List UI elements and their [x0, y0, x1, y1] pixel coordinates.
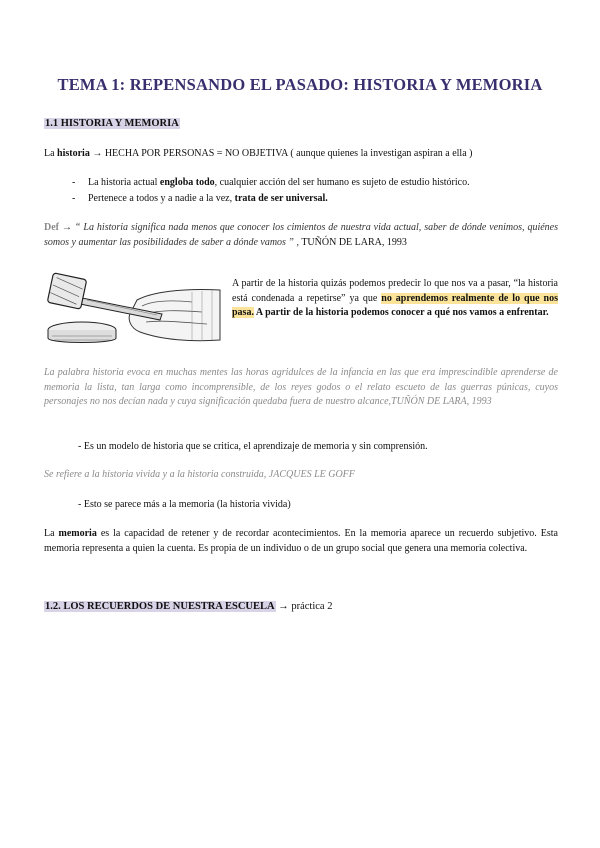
- document-title: TEMA 1: REPENSANDO EL PASADO: HISTORIA Y MEMORIA: [57, 75, 543, 94]
- line1-pre: La: [44, 148, 58, 159]
- memoria-bold: memoria: [58, 528, 97, 539]
- bullet-dash: -: [72, 177, 76, 188]
- historia-definition-line: [44, 147, 472, 161]
- bullet-pre: La historia actual: [88, 177, 160, 188]
- bullet-dash: -: [72, 193, 76, 204]
- def-label: Def: [44, 222, 59, 233]
- def-quote-text: → “ La historia significa nada menos que conocer los cimientos de nuestra vida actual, saber de dónde venimos, quiénes somos y aumentar las posibilidades de saber a dónde vamos ” ,: [44, 222, 558, 248]
- def-author: TUÑÓN DE LARA, 1993: [299, 236, 407, 248]
- line1-post: → HECHA POR PERSONAS = NO OBJETIVA ( aunque quienes la investigan aspiran a ella ): [89, 148, 473, 159]
- bullet-bold: engloba todo: [159, 177, 215, 188]
- historia-predecir-paragraph: [232, 277, 558, 321]
- bullet-pre: Pertenece a todos y a nadie a la vez,: [88, 193, 235, 204]
- memoria-pre: La: [44, 528, 59, 539]
- section-heading-1: [44, 118, 180, 129]
- tunon-quote: La palabra historia evoca en muchas mentes las horas agridulces de la infancia en las que era imprescindible aprenderse de memoria la lista, tan larga como incomprensible, de los reyes godos o el relato escueto de las guerras púnicas, cuyos personajes no nos decían nada y cuya significación quedaba fuera de nuestro alcance,TUÑÓN DE LARA, 1993: [44, 367, 558, 407]
- bullet-post: , cualquier acción del ser humano es sujeto de estudio histórico.: [214, 177, 470, 188]
- note-memoria: - Esto se parece más a la memoria (la historia vivida): [78, 499, 291, 510]
- section-heading-2-text: 1.2. LOS RECUERDOS DE NUESTRA ESCUELA: [45, 601, 275, 612]
- section-heading-1-text: 1.1 HISTORIA Y MEMORIA: [45, 118, 179, 129]
- section-heading-2: [44, 601, 332, 612]
- line1-bold: historia: [57, 148, 90, 159]
- gavel-icon: [42, 270, 222, 348]
- memoria-paragraph: [44, 527, 558, 556]
- bullet-bold: trata de ser universal.: [234, 193, 328, 204]
- section-heading-2-suffix: → práctica 2: [275, 601, 333, 612]
- right-para-highlight: no aprendemos realmente de lo que nos pasa.: [232, 292, 559, 318]
- memoria-post: es la capacidad de retener y de recordar acontecimientos. En la memoria aparece un recuerdo subjetivo. Esta memoria representa a quien la cuenta. Es propia de un individuo o de un grupo social que genera una memoria colectiva.: [44, 528, 558, 554]
- bullet-text: [88, 192, 328, 206]
- definition-quote: [44, 221, 558, 250]
- right-para-pre: A partir de la historia quizás podemos predecir lo que nos va a pasar, “la historia está condenada a repetirse” ya que: [232, 278, 558, 304]
- bullet-text: [88, 176, 470, 190]
- le-goff-quote: Se refiere a la historia vivida y a la historia construida, JACQUES LE GOFF: [44, 469, 355, 480]
- note-modelo-criticado: - Es un modelo de historia que se critica, el aprendizaje de memoria y sin comprensión.: [78, 441, 428, 452]
- right-para-post: A partir de la historia podemos conocer a qué nos vamos a enfrentar.: [253, 307, 549, 318]
